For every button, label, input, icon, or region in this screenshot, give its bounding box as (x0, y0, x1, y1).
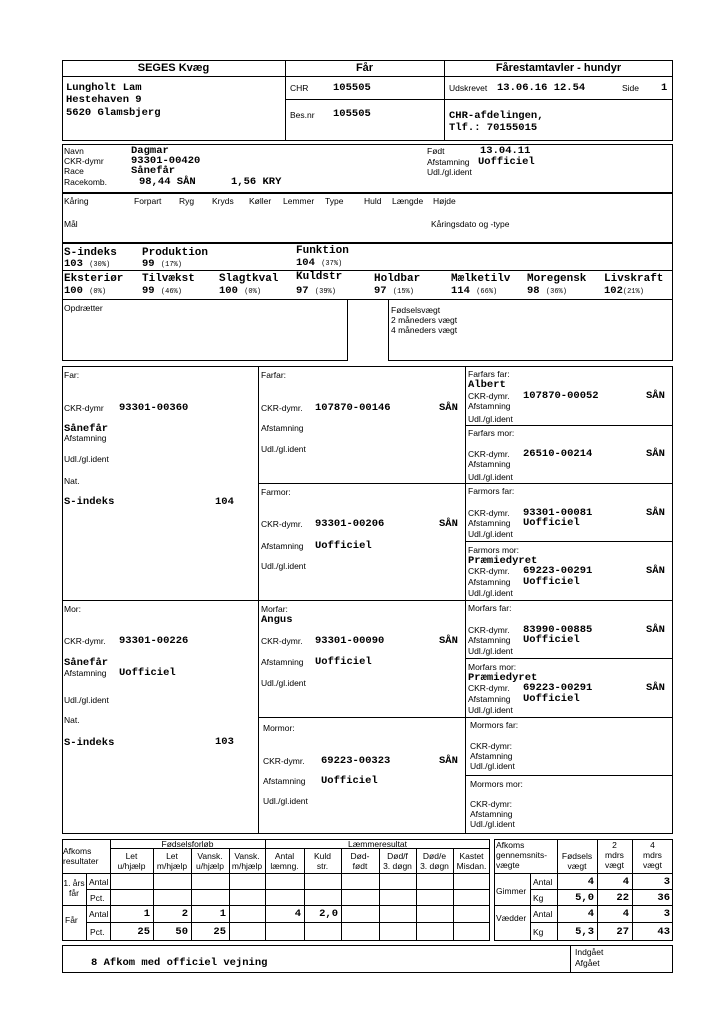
race-label: Race (64, 166, 84, 176)
mormor-afstamning: Uofficiel (321, 775, 378, 787)
mormor-label: Mormor: (263, 723, 295, 733)
afstamning-value: Uofficiel (478, 156, 535, 168)
vaedder-kg-4mdr: 43 (657, 926, 670, 938)
afgaet-label: Afgået (575, 958, 600, 968)
farmorsmor-afstamning-label: Afstamning (468, 577, 511, 587)
col-header-let-m-hjaelp: Let m/hjælp (156, 851, 188, 871)
mor-sindeks-value: 103 (215, 736, 234, 748)
vaedder-label: Vædder (496, 913, 527, 923)
karing-col-forpart: Forpart (134, 196, 162, 206)
far-ckr: 93301-00360 (119, 402, 189, 414)
gimmer-kg-2mdr: 22 (616, 892, 629, 904)
produktion-value: 99 (17%) (142, 258, 182, 270)
chr-value: 105505 (333, 82, 371, 94)
col-header-kastet-misdan: Kastet Misdan. (456, 851, 487, 871)
morfarsmor-afstamning: Uofficiel (523, 693, 580, 705)
karing-col-lemmer: Lemmer (283, 196, 315, 206)
row-label-1-aars-faar: 1. års får (63, 878, 85, 898)
morfar-race: SÅN (439, 635, 458, 647)
fodt-value: 13.04.11 (480, 145, 531, 157)
mormorsmor-label: Mormors mor: (470, 779, 523, 789)
navn-label: Navn (64, 146, 84, 156)
farfar-ckr-label: CKR-dymr. (261, 403, 303, 413)
far-ckr-label: CKR-dymr (64, 403, 104, 413)
gennemsnit-header: Afkoms gennemsnits- vægte (496, 840, 548, 870)
karing-col-laengde: Længde (392, 196, 424, 206)
morfarsfar-ckr: 83990-00885 (523, 624, 593, 636)
mor-udl-label: Udl./gl.ident (64, 695, 109, 705)
mormorsfar-ckr-label: CKR-dymr: (470, 741, 513, 751)
owner-address: Hestehaven 9 (66, 94, 142, 106)
farfarsmor-race: SÅN (646, 448, 665, 460)
index-value-tilvaekst: 99 (46%) (142, 285, 182, 297)
vaedder-antal-4mdr: 3 (663, 908, 670, 920)
farmor-ckr-label: CKR-dymr. (261, 519, 303, 529)
farfarsmor-label: Farfars mor: (468, 428, 515, 438)
mormorsmor-udl-label: Udl./gl.ident (470, 819, 515, 829)
mdrs4-header: 4 mdrs vægt (643, 840, 662, 870)
funktion-value: 104 (37%) (296, 257, 343, 269)
far-label: Far: (64, 370, 80, 380)
col-header-dodfodt: Død- født (350, 851, 370, 871)
morfarsfar-race: SÅN (646, 624, 665, 636)
afkoms-resultater-label: Afkoms resultater (63, 846, 99, 866)
far-afstamning-label: Afstamning (64, 433, 107, 443)
chr-afdeling-phone: Tlf.: 70155015 (449, 122, 538, 134)
karing-col-huld: Huld (364, 196, 382, 206)
farmor-race: SÅN (439, 518, 458, 530)
animal-name: Dagmar (131, 145, 169, 157)
gimmer-antal-4mdr: 3 (663, 876, 670, 888)
index-value-holdbar: 97 (15%) (374, 285, 414, 297)
col-header-vansk-m-hjaelp: Vansk. m/hjælp (231, 851, 263, 871)
far-nat-label: Nat. (64, 476, 80, 486)
produktion-label: Produktion (142, 247, 209, 259)
farfar-afstamning-label: Afstamning (261, 423, 304, 433)
farmorsfar-ckr: 93301-00081 (523, 507, 593, 519)
farmorsmor-label: Farmors mor: (468, 545, 519, 555)
document-title: Fårestamtavler - hundyr (495, 62, 622, 74)
morfarsmor-race: SÅN (646, 682, 665, 694)
index-label-eksterior: Eksteriør (64, 273, 124, 285)
farfarsfar-ckr: 107870-00052 (523, 390, 599, 402)
index-label-holdbar: Holdbar (374, 273, 421, 285)
mor-ckr: 93301-00226 (119, 635, 189, 647)
index-label-maelketilv: Mælketilv (451, 273, 511, 285)
index-label-livskraft: Livskraft (604, 273, 664, 285)
farmorsmor-name: Præmiedyret (468, 555, 538, 567)
faar-antal-laemng: 4 (294, 908, 301, 920)
index-value-moregensk: 98 (36%) (527, 285, 567, 297)
morfar-udl-label: Udl./gl.ident (261, 678, 306, 688)
vaegt-4-mdr-label: 4 måneders vægt (391, 325, 458, 335)
fodselsforlob-label: Fødselsforløb (161, 839, 214, 849)
morfarsmor-afstamning-label: Afstamning (468, 694, 511, 704)
mor-nat-label: Nat. (64, 715, 80, 725)
mormorsfar-label: Mormors far: (470, 720, 519, 730)
farfarsmor-ckr-label: CKR-dymr. (468, 449, 510, 459)
vaedder-antal-label: Antal (533, 909, 553, 919)
ckr-label: CKR-dymr (64, 156, 104, 166)
mor-ckr-label: CKR-dymr. (64, 636, 106, 646)
farmorsmor-udl-label: Udl./gl.ident (468, 588, 513, 598)
udskrevet-value: 13.06.16 12.54 (497, 82, 586, 94)
fodselsvaegt-label: Fødselsvægt (391, 305, 441, 315)
farmorsfar-afstamning: Uofficiel (523, 517, 580, 529)
karing-col-hojde: Højde (433, 196, 456, 206)
indgaet-label: Indgået (575, 947, 604, 957)
karing-col-ryg: Ryg (179, 196, 195, 206)
mormor-ckr: 69223-00323 (321, 755, 391, 767)
mdrs2-header: 2 mdrs vægt (605, 840, 624, 870)
col-header-antal-laemng: Antal læmng. (270, 851, 299, 871)
farfarsmor-udl-label: Udl./gl.ident (468, 472, 513, 482)
index-label-tilvaekst: Tilvækst (142, 273, 195, 285)
faar-antal-let-m-hjaelp: 2 (181, 908, 188, 920)
farfarsfar-label: Farfars far: (468, 369, 510, 379)
farmor-afstamning-label: Afstamning (261, 541, 304, 551)
farfar-ckr: 107870-00146 (315, 402, 391, 414)
faar-pct-let-u-hjaelp: 25 (137, 926, 150, 938)
farmorsfar-afstamning-label: Afstamning (468, 518, 511, 528)
sindeks-label: S-indeks (64, 247, 117, 259)
row-label-pct-1: Pct. (90, 893, 105, 903)
animal-ckr: 93301-00420 (131, 155, 201, 167)
sindeks-value: 103 (30%) (64, 258, 111, 270)
farfarsfar-name: Albert (468, 379, 506, 391)
index-value-livskraft: 102(21%) (604, 285, 644, 297)
far-sindeks-value: 104 (215, 496, 234, 508)
farfarsfar-race: SÅN (646, 390, 665, 402)
side-label: Side (622, 83, 640, 93)
mor-sindeks-label: S-indeks (64, 737, 115, 749)
gimmer-antal-fodsel: 4 (587, 876, 594, 888)
gimmer-label: Gimmer (496, 886, 527, 896)
vaedder-kg-label: Kg (533, 927, 544, 937)
morfarsfar-udl-label: Udl./gl.ident (468, 646, 513, 656)
laemmeresultat-label: Læmmeresultat (347, 839, 408, 849)
col-header-vansk-u-hjaelp: Vansk. u/hjælp (196, 851, 224, 871)
maal-label: Mål (64, 219, 78, 229)
farfarsfar-udl-label: Udl./gl.ident (468, 414, 513, 424)
farmor-ckr: 93301-00206 (315, 518, 385, 530)
row-label-antal-1: Antal (89, 877, 109, 887)
gimmer-kg-4mdr: 36 (657, 892, 670, 904)
farfarsmor-afstamning-label: Afstamning (468, 459, 511, 469)
farfarsfar-afstamning-label: Afstamning (468, 401, 511, 411)
karingsdato-label: Kåringsdato og -type (431, 219, 510, 229)
afstamning-label: Afstamning (427, 157, 470, 167)
index-value-kuldstr: 97 (39%) (296, 285, 336, 297)
funktion-label: Funktion (296, 245, 349, 257)
faar-pct-let-m-hjaelp: 50 (175, 926, 188, 938)
faar-antal-let-u-hjaelp: 1 (143, 908, 150, 920)
side-value: 1 (661, 82, 668, 94)
farfar-label: Farfar: (261, 370, 287, 380)
gimmer-antal-label: Antal (533, 877, 553, 887)
index-label-slagtkval: Slagtkval (219, 273, 279, 285)
morfar-afstamning-label: Afstamning (261, 657, 304, 667)
mormorsmor-ckr-label: CKR-dymr: (470, 799, 513, 809)
racekomb-label: Racekomb. (64, 177, 107, 187)
udl-label: Udl./gl.ident (427, 167, 472, 177)
mormorsfar-udl-label: Udl./gl.ident (470, 761, 515, 771)
vaedder-antal-fodsel: 4 (587, 908, 594, 920)
farmorsfar-label: Farmors far: (468, 486, 515, 496)
far-udl-label: Udl./gl.ident (64, 454, 109, 464)
vaegt-2-mdr-label: 2 måneders vægt (391, 315, 458, 325)
farmorsfar-race: SÅN (646, 507, 665, 519)
fodt-label: Født (427, 146, 445, 156)
col-header-let-u-hjaelp: Let u/hjælp (117, 851, 146, 871)
morfarsfar-label: Morfars far: (468, 603, 512, 613)
mor-race: Sånefår (64, 657, 109, 669)
farmorsmor-ckr-label: CKR-dymr. (468, 566, 510, 576)
farmorsfar-udl-label: Udl./gl.ident (468, 529, 513, 539)
owner-name: Lungholt Lam (66, 82, 142, 94)
mor-label: Mor: (64, 604, 81, 614)
index-label-kuldstr: Kuldstr (296, 271, 343, 283)
morfarsfar-afstamning-label: Afstamning (468, 635, 511, 645)
mor-afstamning: Uofficiel (119, 667, 176, 679)
morfarsfar-afstamning: Uofficiel (523, 634, 580, 646)
farmor-label: Farmor: (261, 487, 291, 497)
faar-kuld-str: 2,0 (319, 908, 338, 920)
col-header-dod-e-3-dogn: Død/e 3. døgn (420, 851, 449, 871)
mormorsfar-afstamning-label: Afstamning (470, 751, 513, 761)
morfarsmor-name: Præmiedyret (468, 672, 538, 684)
racekomb-value-1: 98,44 SÅN (139, 176, 196, 188)
morfar-label: Morfar: (261, 604, 288, 614)
gimmer-kg-fodsel: 5,0 (575, 892, 594, 904)
morfar-ckr-label: CKR-dymr. (261, 636, 303, 646)
org-title: SEGES Kvæg (137, 62, 210, 74)
row-label-antal-2: Antal (89, 909, 109, 919)
far-race: Sånefår (64, 423, 109, 435)
vaedder-antal-2mdr: 4 (622, 908, 629, 920)
gimmer-kg-label: Kg (533, 893, 544, 903)
index-value-eksterior: 100 (0%) (64, 285, 107, 297)
index-value-slagtkval: 100 (0%) (219, 285, 262, 297)
fodselsvaegt-header: Fødsels vægt (561, 851, 593, 871)
farfarsmor-ckr: 26510-00214 (523, 448, 593, 460)
opdraetter-box (62, 299, 348, 361)
vaedder-kg-fodsel: 5,3 (575, 926, 594, 938)
vaedder-kg-2mdr: 27 (616, 926, 629, 938)
col-header-kuld-str: Kuld str. (313, 851, 331, 871)
index-value-maelketilv: 114 (66%) (451, 285, 498, 297)
mormor-race: SÅN (439, 755, 458, 767)
gimmer-antal-2mdr: 4 (622, 876, 629, 888)
animal-race: Sånefår (131, 165, 176, 177)
chr-label: CHR (290, 83, 309, 93)
faar-antal-vansk-u-hjaelp: 1 (219, 908, 226, 920)
index-label-moregensk: Moregensk (527, 273, 587, 285)
row-label-faar: Får (65, 915, 78, 925)
owner-city: 5620 Glamsbjerg (66, 107, 161, 119)
morfar-ckr: 93301-00090 (315, 635, 385, 647)
farmor-afstamning: Uofficiel (315, 540, 372, 552)
footer-note: 8 Afkom med officiel vejning (91, 957, 268, 969)
chr-afdeling-name: CHR-afdelingen, (449, 110, 544, 122)
udskrevet-label: Udskrevet (449, 83, 488, 93)
morfarsmor-udl-label: Udl./gl.ident (468, 705, 513, 715)
mor-afstamning-label: Afstamning (64, 668, 107, 678)
karing-label: Kåring (64, 196, 89, 206)
farmorsmor-afstamning: Uofficiel (523, 576, 580, 588)
morfar-name: Angus (261, 614, 293, 626)
morfarsfar-ckr-label: CKR-dymr. (468, 625, 510, 635)
mormor-ckr-label: CKR-dymr. (263, 756, 305, 766)
besnr-label: Bes.nr (290, 110, 315, 120)
karing-col-type: Type (325, 196, 344, 206)
farmorsmor-ckr: 69223-00291 (523, 565, 593, 577)
species-title: Får (355, 62, 374, 74)
besnr-value: 105505 (333, 108, 371, 120)
row-label-pct-2: Pct. (90, 927, 105, 937)
faar-pct-vansk-u-hjaelp: 25 (213, 926, 226, 938)
morfar-afstamning: Uofficiel (315, 656, 372, 668)
mormor-afstamning-label: Afstamning (263, 776, 306, 786)
racekomb-value-2: 1,56 KRY (231, 176, 282, 188)
karing-col-kryds: Kryds (212, 196, 234, 206)
col-header-dod-f-3-dogn: Død/f 3. døgn (383, 851, 412, 871)
mormorsmor-afstamning-label: Afstamning (470, 809, 513, 819)
mormor-udl-label: Udl./gl.ident (263, 796, 308, 806)
farmorsfar-ckr-label: CKR-dymr. (468, 508, 510, 518)
farmor-udl-label: Udl./gl.ident (261, 561, 306, 571)
karing-col-koller: Køller (249, 196, 272, 206)
farfar-udl-label: Udl./gl.ident (261, 444, 306, 454)
morfarsmor-ckr: 69223-00291 (523, 682, 593, 694)
morfarsmor-label: Morfars mor: (468, 662, 517, 672)
farmorsmor-race: SÅN (646, 565, 665, 577)
farfar-race: SÅN (439, 402, 458, 414)
opdraetter-label: Opdrætter (64, 303, 103, 313)
far-sindeks-label: S-indeks (64, 496, 115, 508)
morfarsmor-ckr-label: CKR-dymr. (468, 683, 510, 693)
farfarsfar-ckr-label: CKR-dymr. (468, 391, 510, 401)
